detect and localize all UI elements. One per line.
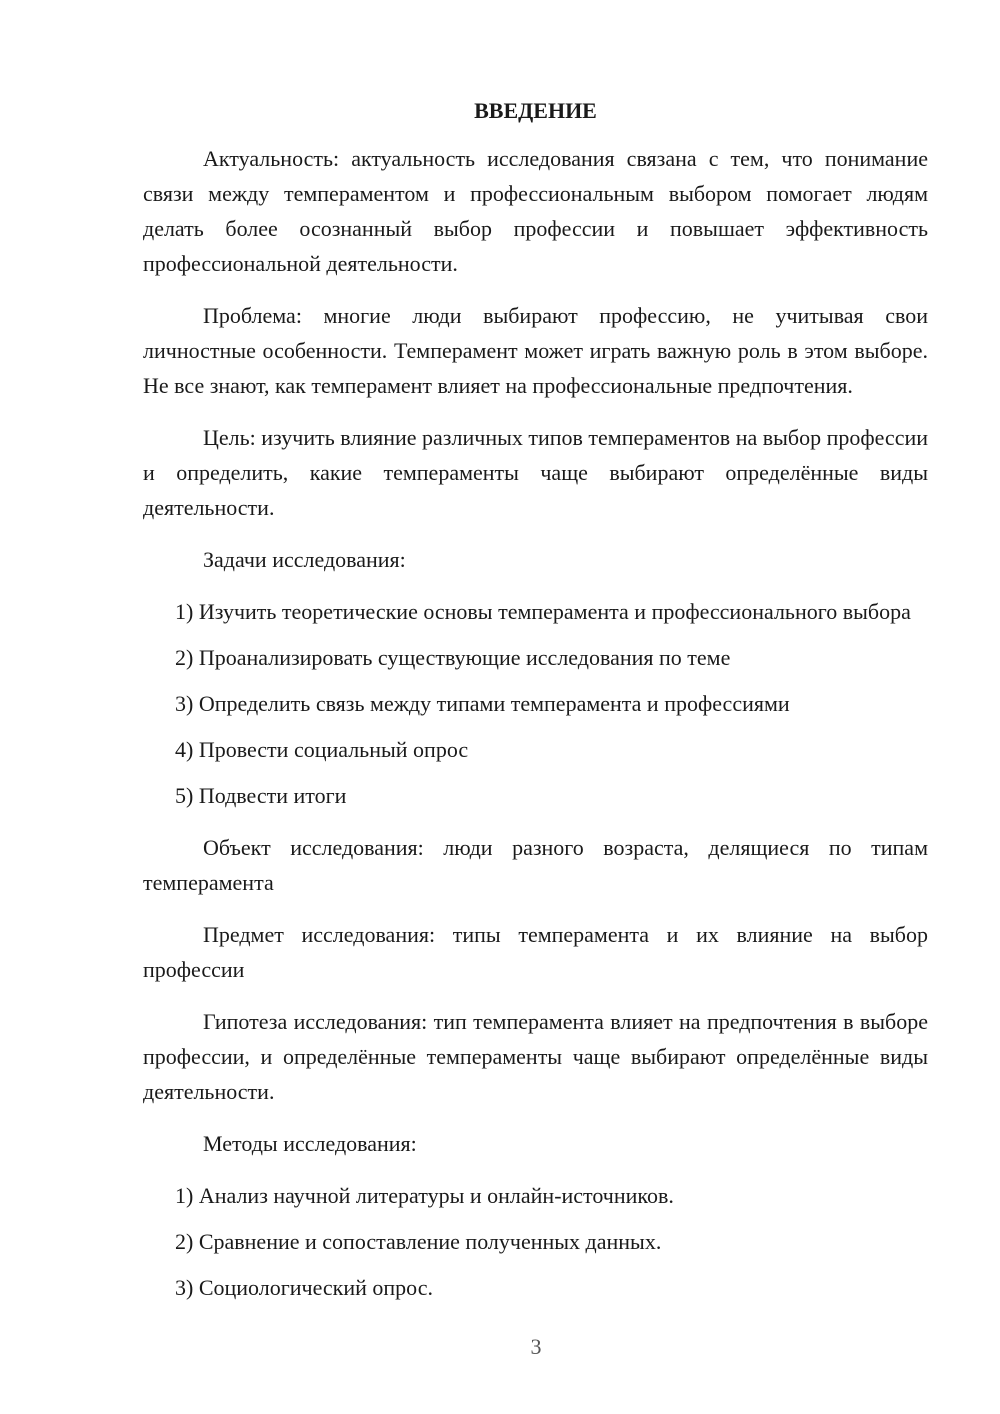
object-paragraph: Объект исследования: люди разного возраста, делящиеся по типам темперамента (143, 835, 928, 895)
task-item-4: 4) Провести социальный опрос (175, 737, 469, 762)
methods-heading: Методы исследования: (203, 1131, 417, 1156)
problem-paragraph: Проблема: многие люди выбирают профессию, не учитывая свои личностные особенности. Темперамент может играть важную роль в этом выборе. Не все знают, как темперамент влияет на профессиональные предпочтения. (143, 303, 928, 398)
method-item-2: 2) Сравнение и сопоставление полученных данных. (175, 1229, 662, 1254)
hypothesis-paragraph: Гипотеза исследования: тип темперамента влияет на предпочтения в выборе профессии, и определённые темпераменты чаще выбирают определённые виды деятельности. (143, 1009, 928, 1104)
task-item-5: 5) Подвести итоги (175, 783, 347, 808)
tasks-heading: Задачи исследования: (203, 547, 406, 572)
relevance-paragraph: Актуальность: актуальность исследования связана с тем, что понимание связи между темпераментом и профессиональным выбором помогает людям делать более осознанный выбор профессии и повышает эффективность профессиональной деятельности. (143, 146, 928, 276)
goal-paragraph: Цель: изучить влияние различных типов темпераментов на выбор профессии и определить, какие темпераменты чаще выбирают определённые виды деятельности. (143, 425, 929, 520)
method-item-1: 1) Анализ научной литературы и онлайн-источников. (175, 1183, 674, 1208)
page-content (143, 96, 928, 1316)
task-item-3: 3) Определить связь между типами темперамента и профессиями (175, 691, 790, 716)
subject-paragraph: Предмет исследования: типы темперамента и их влияние на выбор профессии (143, 922, 928, 982)
method-item-3: 3) Социологический опрос. (175, 1275, 433, 1300)
page-number: 3 (530, 1334, 542, 1359)
task-item-2: 2) Проанализировать существующие исследования по теме (175, 645, 731, 670)
task-item-1: 1) Изучить теоретические основы темперамента и профессионального выбора (175, 599, 911, 624)
section-title: ВВЕДЕНИЕ (474, 98, 597, 123)
